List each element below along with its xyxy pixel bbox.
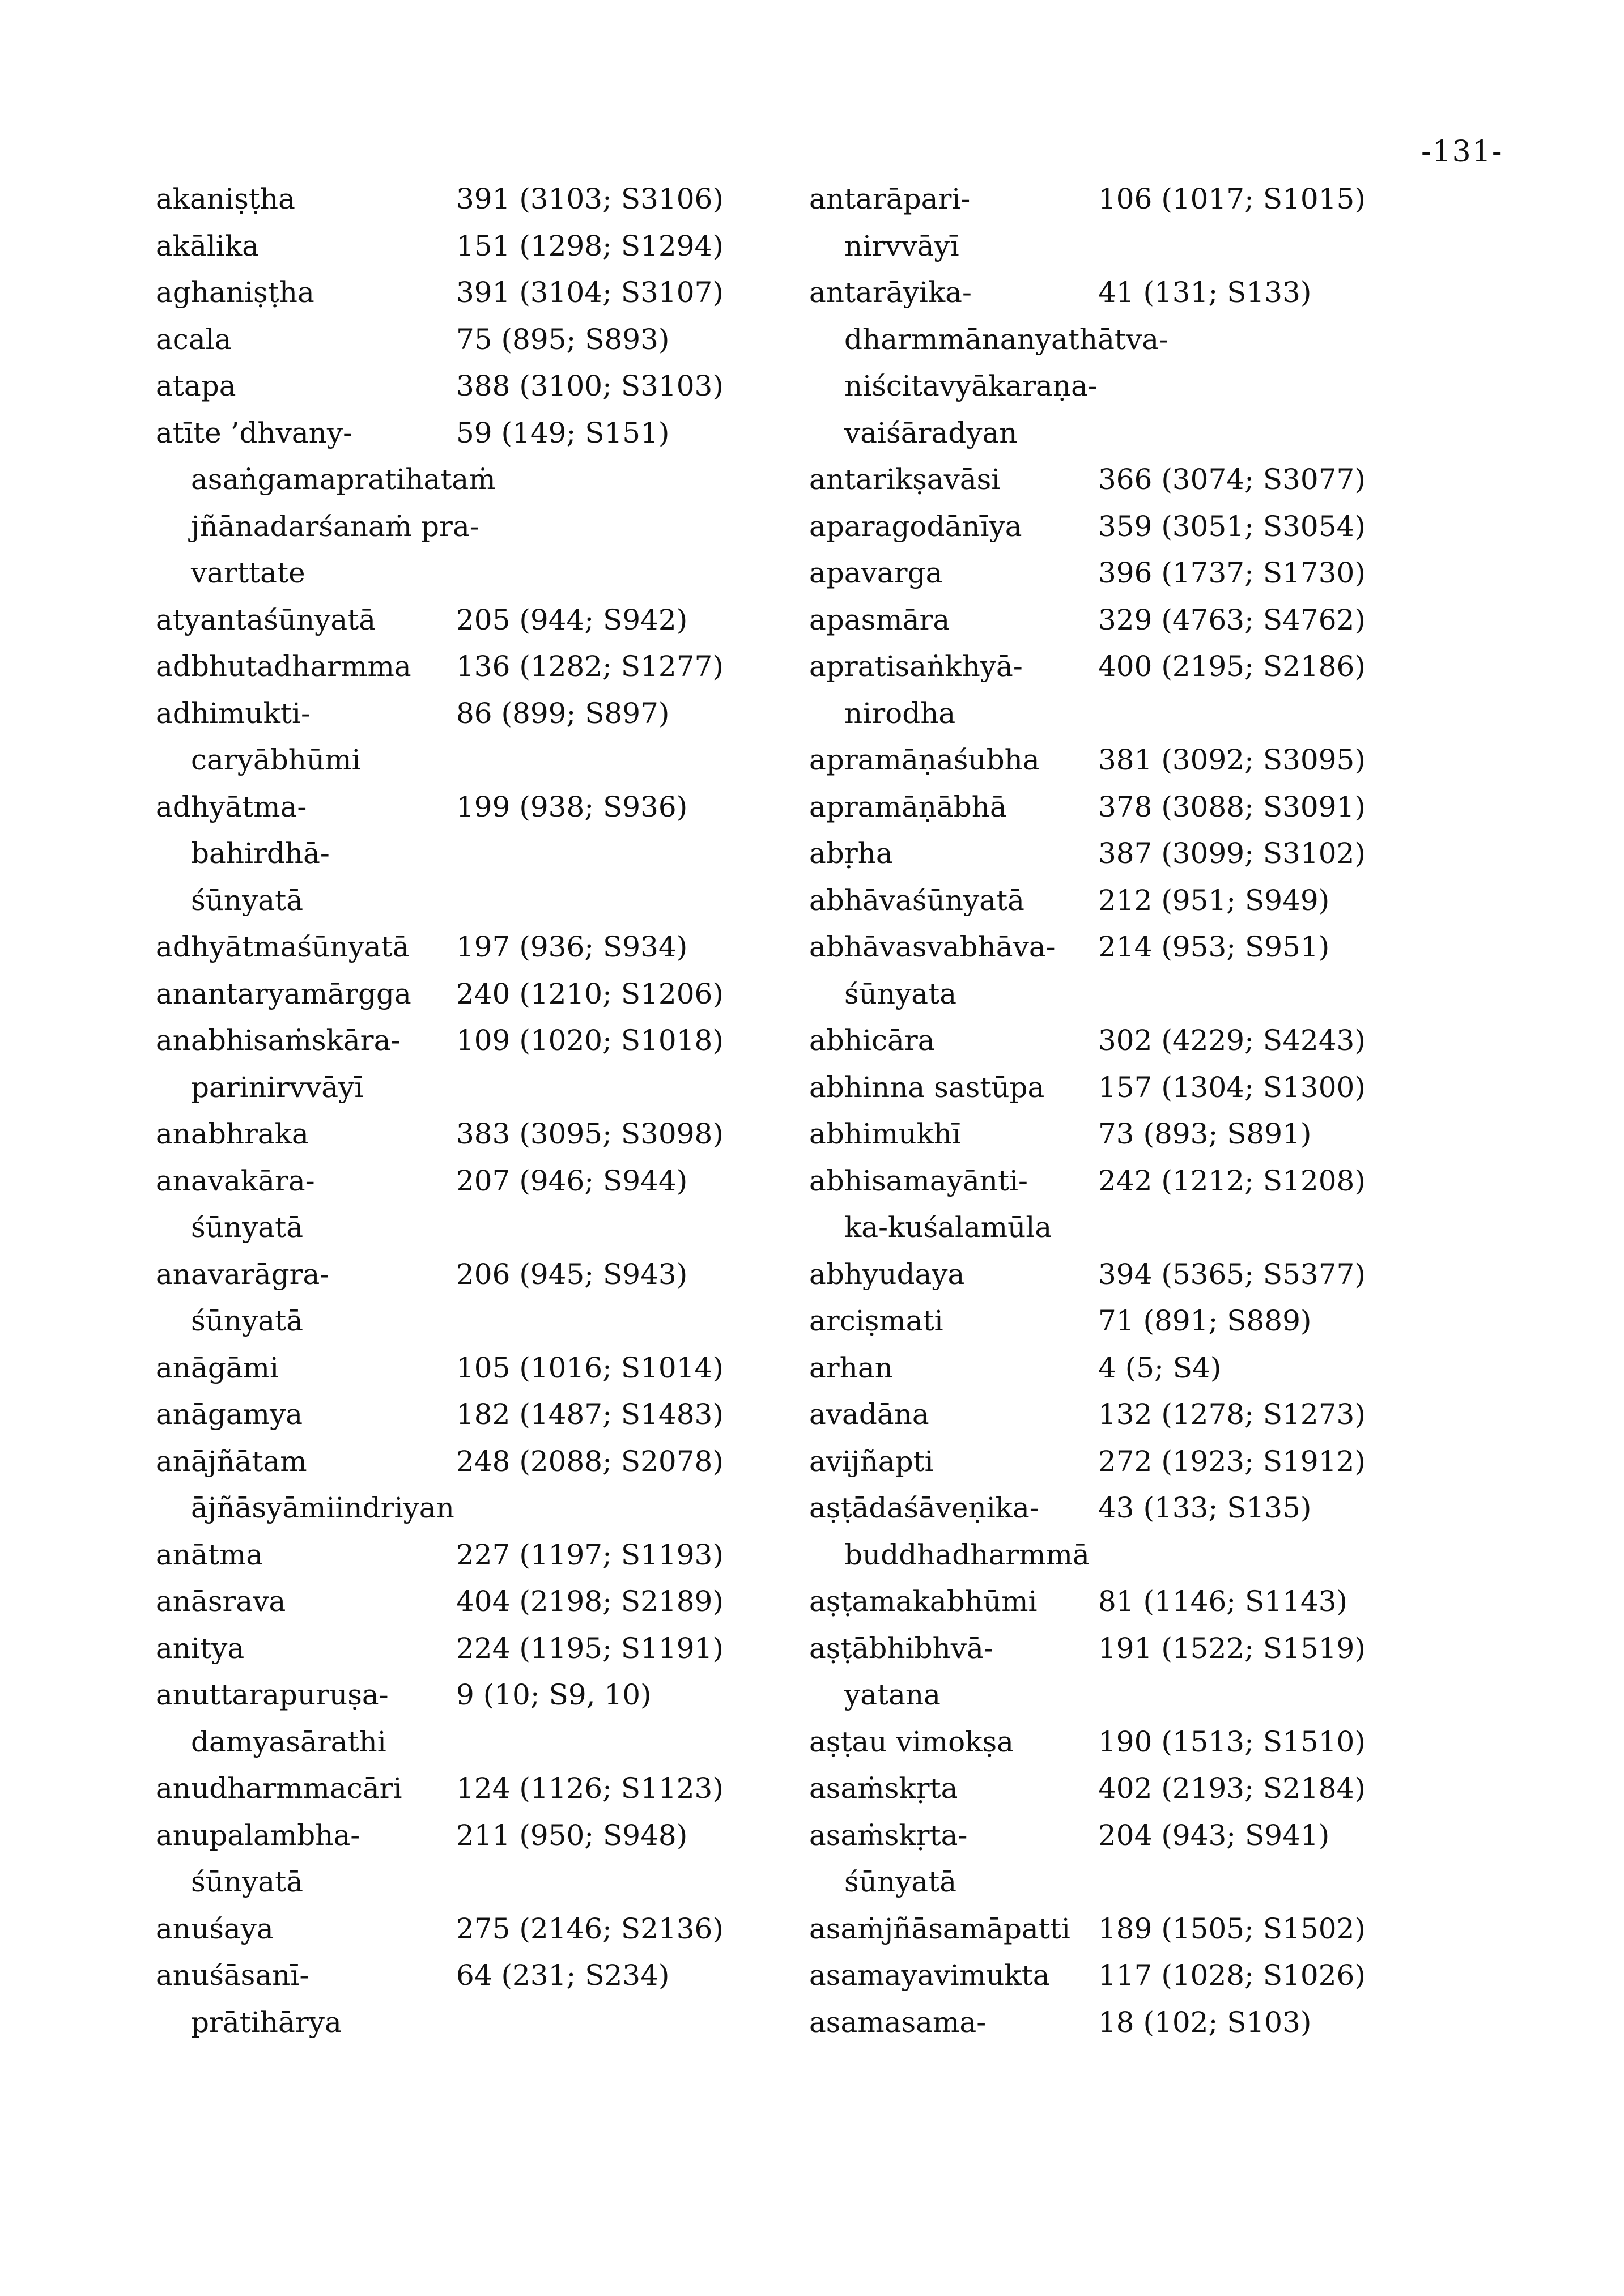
index-entry [809,1672,1489,1719]
index-entry [156,830,836,877]
entry-term: anāgāmi [156,1351,279,1384]
entry-term: atyantaśūnyatā [156,603,376,636]
entry-reference: 394 (5365; S5377) [1098,1257,1366,1291]
index-entry [156,1017,836,1064]
entry-reference: 329 (4763; S4762) [1098,603,1366,636]
index-entry [156,1719,836,1766]
entry-reference: 132 (1278; S1273) [1098,1398,1366,1431]
entry-term: apratisaṅkhyā- [809,650,1023,683]
entry-term: varttate [191,556,305,589]
index-entry [809,1999,1489,2046]
index-entry [809,597,1489,644]
index-entry [809,737,1489,784]
entry-reference: 199 (938; S936) [456,790,688,823]
entry-term: avijñapti [809,1444,934,1478]
entry-reference: 402 (2193; S2184) [1098,1772,1366,1805]
index-entry [809,877,1489,924]
index-entry [809,503,1489,550]
index-entry [809,1906,1489,1953]
entry-term: abhinna sastūpa [809,1070,1045,1104]
index-entry [156,1158,836,1205]
entry-reference: 81 (1146; S1143) [1098,1585,1348,1618]
entry-reference: 224 (1195; S1191) [456,1631,724,1665]
index-entry [156,269,836,316]
entry-reference: 157 (1304; S1300) [1098,1070,1366,1104]
entry-term: anavarāgra- [156,1257,330,1291]
entry-reference: 272 (1923; S1912) [1098,1444,1366,1478]
index-entry [156,737,836,784]
entry-reference: 109 (1020; S1018) [456,1024,724,1057]
entry-reference: 378 (3088; S3091) [1098,790,1366,823]
index-entry [809,1111,1489,1158]
index-entry [156,784,836,831]
index-entry [809,1765,1489,1812]
entry-reference: 214 (953; S951) [1098,930,1330,963]
index-entry [809,1345,1489,1392]
entry-reference: 248 (2088; S2078) [456,1444,724,1478]
entry-reference: 190 (1513; S1510) [1098,1725,1366,1758]
index-entry [156,1578,836,1625]
entry-reference: 182 (1487; S1483) [456,1398,724,1431]
entry-reference: 359 (3051; S3054) [1098,509,1366,543]
index-entry [156,1672,836,1719]
index-entry [809,363,1489,410]
entry-term: ājñāsyāmiindriyan [191,1491,454,1524]
entry-reference: 151 (1298; S1294) [456,229,724,262]
entry-term: apramāṇābhā [809,790,1007,823]
entry-term: abhyudaya [809,1257,965,1291]
index-entry [156,223,836,270]
entry-term: vaiśāradyan [844,416,1018,449]
entry-reference: 73 (893; S891) [1098,1117,1312,1150]
entry-reference: 205 (944; S942) [456,603,688,636]
entry-term: buddhadharmmā [844,1538,1090,1571]
entry-term: adhimukti- [156,696,311,730]
entry-term: adbhutadharmma [156,650,411,683]
index-entry [809,456,1489,503]
entry-reference: 242 (1212; S1208) [1098,1164,1366,1197]
index-entry [156,1906,836,1953]
index-entry [156,363,836,410]
entry-reference: 189 (1505; S1502) [1098,1912,1366,1945]
index-entry [809,1532,1489,1579]
index-entry [809,1158,1489,1205]
entry-reference: 43 (133; S135) [1098,1491,1312,1524]
entry-term: akaniṣṭha [156,182,295,215]
index-entry [156,1391,836,1438]
entry-reference: 302 (4229; S4243) [1098,1024,1366,1057]
entry-term: asaṁskṛta- [809,1818,968,1852]
index-entry [809,1952,1489,1999]
entry-reference: 4 (5; S4) [1098,1351,1222,1384]
index-entry [809,1719,1489,1766]
index-entry [809,784,1489,831]
entry-term: apasmāra [809,603,950,636]
entry-reference: 197 (936; S934) [456,930,688,963]
entry-term: anuśāsanī- [156,1959,309,1992]
index-entry [156,597,836,644]
index-entry [809,690,1489,737]
index-entry [809,1578,1489,1625]
index-entry [809,924,1489,971]
entry-term: asaṅgamapratihataṁ [191,463,496,496]
entry-term: jñānadarśanaṁ pra- [191,509,479,543]
right-column [809,176,1489,2046]
index-entry [809,223,1489,270]
entry-reference: 207 (946; S944) [456,1164,688,1197]
index-entry [809,1485,1489,1532]
entry-reference: 212 (951; S949) [1098,883,1330,917]
entry-term: anuttarapuruṣa- [156,1678,389,1711]
index-entry [156,410,836,457]
index-entry [156,1999,836,2046]
index-entry [156,1952,836,1999]
entry-term: anātma [156,1538,263,1571]
index-entry [156,176,836,223]
entry-reference: 400 (2195; S2186) [1098,650,1366,683]
index-entry [156,1765,836,1812]
index-entry [156,1485,836,1532]
entry-term: yatana [844,1678,941,1711]
entry-term: avadāna [809,1398,929,1431]
index-entry [156,971,836,1018]
index-entry [156,643,836,690]
entry-term: aghaniṣṭha [156,276,314,309]
entry-reference: 383 (3095; S3098) [456,1117,724,1150]
entry-term: apavarga [809,556,943,589]
entry-term: anuśaya [156,1912,274,1945]
entry-term: aṣṭādaśāveṇika- [809,1491,1039,1524]
index-entry [809,1812,1489,1859]
entry-term: parinirvvāyī [191,1070,364,1104]
index-entry [809,1438,1489,1485]
entry-reference: 75 (895; S893) [456,322,670,356]
entry-term: śūnyatā [844,1865,957,1898]
index-entry [156,316,836,363]
entry-term: anāsrava [156,1585,286,1618]
entry-term: aparagodānīya [809,509,1022,543]
index-entry [156,1204,836,1251]
entry-reference: 391 (3104; S3107) [456,276,724,309]
entry-term: nirodha [844,696,956,730]
entry-term: damyasārathi [191,1725,386,1758]
index-entry [809,550,1489,597]
entry-reference: 59 (149; S151) [456,416,670,449]
index-entry [156,1251,836,1298]
index-entry [809,971,1489,1018]
entry-term: anājñātam [156,1444,307,1478]
entry-term: abhicāra [809,1024,935,1057]
index-entry [156,1064,836,1111]
index-entry [809,643,1489,690]
entry-term: anantaryamārgga [156,977,411,1010]
entry-term: prātihārya [191,2005,342,2039]
entry-term: ka-kuśalamūla [844,1211,1052,1244]
entry-term: bahirdhā- [191,837,330,870]
index-entry [156,1859,836,1906]
entry-term: asaṁskṛta [809,1772,958,1805]
entry-reference: 240 (1210; S1206) [456,977,724,1010]
entry-term: abhāvasvabhāva- [809,930,1056,963]
entry-term: śūnyatā [191,883,304,917]
entry-reference: 204 (943; S941) [1098,1818,1330,1852]
entry-reference: 106 (1017; S1015) [1098,182,1366,215]
entry-reference: 396 (1737; S1730) [1098,556,1366,589]
entry-term: śūnyatā [191,1865,304,1898]
page-number: -131- [1421,135,1503,169]
index-entry [156,1345,836,1392]
index-entry [156,1438,836,1485]
entry-term: antarāyika- [809,276,972,309]
index-entry [809,269,1489,316]
entry-reference: 388 (3100; S3103) [456,369,724,402]
entry-term: anāgamya [156,1398,303,1431]
entry-term: dharmmānanyathātva- [844,322,1168,356]
entry-reference: 105 (1016; S1014) [456,1351,724,1384]
entry-term: akālika [156,229,260,262]
entry-reference: 387 (3099; S3102) [1098,837,1366,870]
entry-term: antarāpari- [809,182,971,215]
entry-term: anupalambha- [156,1818,360,1852]
entry-term: śūnyata [844,977,957,1010]
index-entry [156,1111,836,1158]
entry-term: śūnyatā [191,1304,304,1337]
entry-term: śūnyatā [191,1211,304,1244]
index-entry [156,1812,836,1859]
index-entry [809,1298,1489,1345]
entry-term: asamasama- [809,2005,987,2039]
entry-reference: 117 (1028; S1026) [1098,1959,1366,1992]
entry-term: atīte ’dhvany- [156,416,352,449]
entry-term: abṛha [809,837,893,870]
entry-term: aṣṭamakabhūmi [809,1585,1038,1618]
index-entry [156,550,836,597]
entry-term: apramāṇaśubha [809,743,1040,776]
index-entry [156,456,836,503]
index-entry [156,1625,836,1672]
entry-term: asamayavimukta [809,1959,1050,1992]
entry-term: anavakāra- [156,1164,315,1197]
entry-term: adhyātma- [156,790,307,823]
index-entry [156,1532,836,1579]
entry-term: nirvvāyī [844,229,959,262]
index-entry [809,176,1489,223]
entry-reference: 136 (1282; S1277) [456,650,724,683]
entry-term: abhisamayānti- [809,1164,1028,1197]
entry-reference: 275 (2146; S2136) [456,1912,724,1945]
entry-reference: 211 (950; S948) [456,1818,688,1852]
entry-reference: 366 (3074; S3077) [1098,463,1366,496]
entry-reference: 381 (3092; S3095) [1098,743,1366,776]
entry-reference: 86 (899; S897) [456,696,670,730]
index-entry [809,1251,1489,1298]
entry-reference: 18 (102; S103) [1098,2005,1312,2039]
entry-reference: 64 (231; S234) [456,1959,670,1992]
entry-reference: 404 (2198; S2189) [456,1585,724,1618]
entry-term: acala [156,322,232,356]
index-entry [156,924,836,971]
entry-reference: 206 (945; S943) [456,1257,688,1291]
entry-reference: 124 (1126; S1123) [456,1772,724,1805]
entry-term: atapa [156,369,236,402]
index-entry [809,1625,1489,1672]
entry-term: niścitavyākaraṇa- [844,369,1098,402]
entry-reference: 41 (131; S133) [1098,276,1312,309]
index-entry [809,1859,1489,1906]
index-entry [809,830,1489,877]
entry-reference: 391 (3103; S3106) [456,182,724,215]
entry-term: anitya [156,1631,245,1665]
index-entry [809,410,1489,457]
index-entry [156,690,836,737]
entry-reference: 227 (1197; S1193) [456,1538,724,1571]
entry-term: abhimukhī [809,1117,962,1150]
index-entry [156,503,836,550]
entry-term: caryābhūmi [191,743,361,776]
index-entry [809,1204,1489,1251]
entry-reference: 191 (1522; S1519) [1098,1631,1366,1665]
index-entry [156,877,836,924]
index-entry [809,1064,1489,1111]
entry-term: aṣṭābhibhvā- [809,1631,993,1665]
entry-term: anabhisaṁskāra- [156,1024,401,1057]
entry-term: arciṣmati [809,1304,943,1337]
entry-term: antarikṣavāsi [809,463,1001,496]
entry-term: asaṁjñāsamāpatti [809,1912,1070,1945]
entry-reference: 9 (10; S9, 10) [456,1678,652,1711]
entry-reference: 71 (891; S889) [1098,1304,1312,1337]
index-entry [809,1017,1489,1064]
entry-term: anabhraka [156,1117,309,1150]
entry-term: aṣṭau vimokṣa [809,1725,1014,1758]
index-entry [156,1298,836,1345]
left-column [156,176,836,2046]
entry-term: anudharmmacāri [156,1772,402,1805]
entry-term: abhāvaśūnyatā [809,883,1024,917]
index-entry [809,1391,1489,1438]
index-entry [809,316,1489,363]
entry-term: arhan [809,1351,893,1384]
entry-term: adhyātmaśūnyatā [156,930,410,963]
